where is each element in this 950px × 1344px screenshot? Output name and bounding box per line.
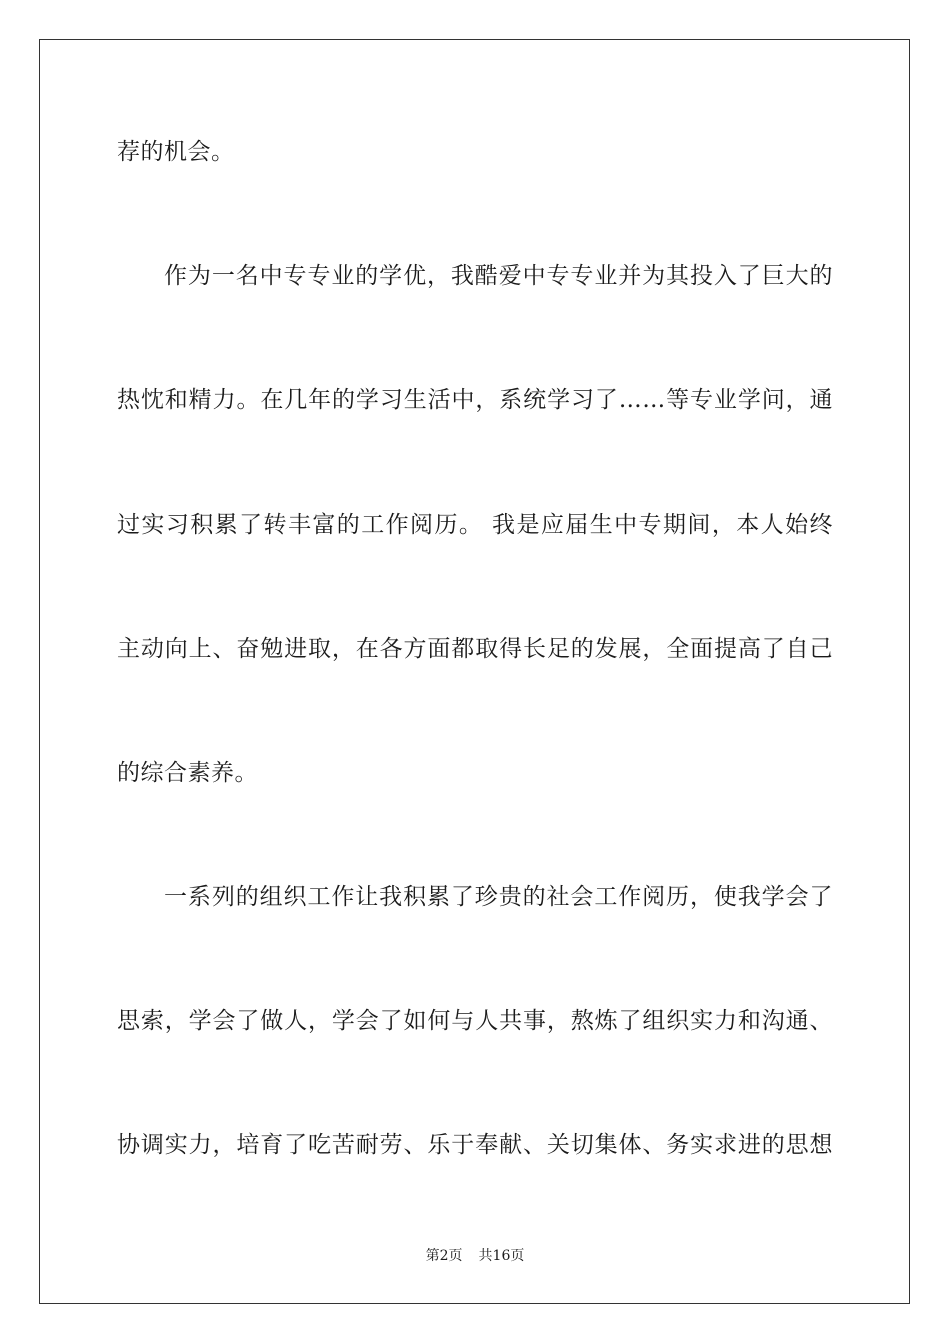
text-line: 的综合素养。 xyxy=(117,760,258,786)
text-line: 一系列的组织工作让我积累了珍贵的社会工作阅历，使我学会了 xyxy=(164,884,833,910)
text-line: 主动向上、奋勉进取，在各方面都取得长足的发展，全面提高了自己 xyxy=(117,636,833,662)
page-number: 第2页 xyxy=(425,1248,463,1264)
text-line: 协调实力，培育了吃苦耐劳、乐于奉献、关切集体、务实求进的思想 xyxy=(117,1132,833,1158)
text-line: 热忱和精力。在几年的学习生活中，系统学习了……等专业学问，通 xyxy=(117,387,833,413)
text-line: 作为一名中专专业的学优，我酷爱中专专业并为其投入了巨大的 xyxy=(164,263,833,289)
total-pages: 共16页 xyxy=(478,1248,525,1264)
text-line: 荐的机会。 xyxy=(117,139,235,165)
text-line: 过实习积累了转丰富的工作阅历。 我是应届生中专期间，本人始终 xyxy=(117,512,833,538)
text-line: 思索，学会了做人，学会了如何与人共事，熬炼了组织实力和沟通、 xyxy=(117,1008,833,1034)
page-border xyxy=(39,39,910,1304)
page-footer xyxy=(0,1247,950,1265)
